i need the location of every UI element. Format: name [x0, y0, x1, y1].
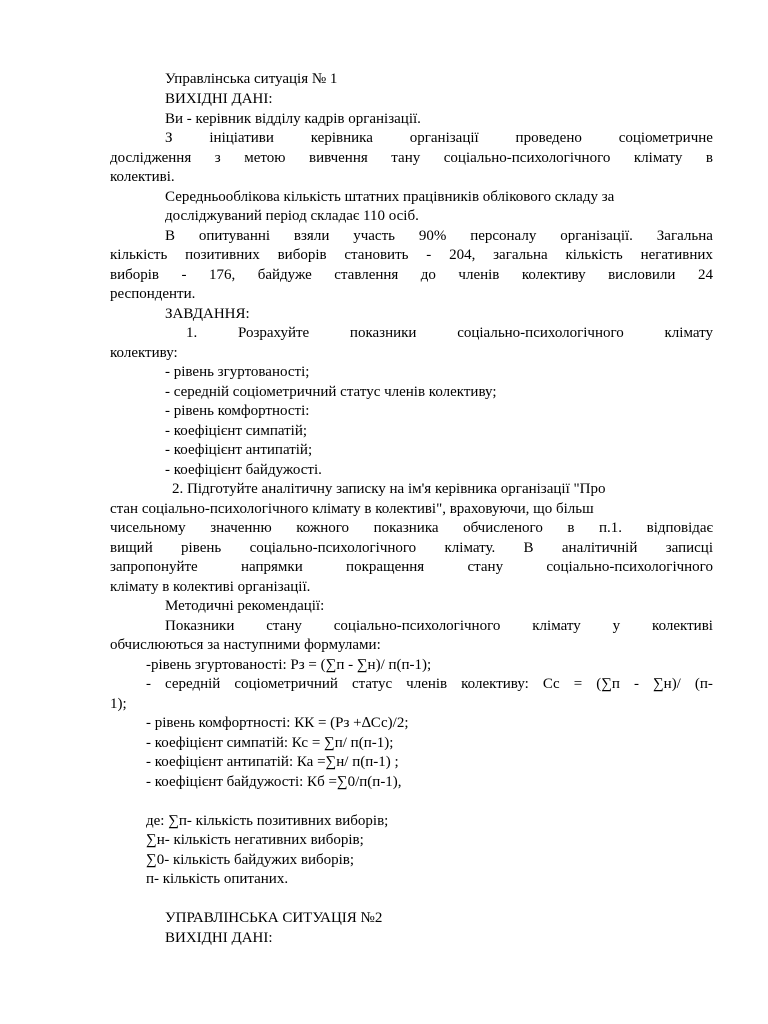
task1-line2: колективу: — [110, 345, 178, 361]
word: опитуванні — [198, 228, 271, 244]
task2-line4 — [110, 541, 713, 556]
word: 204, — [449, 247, 476, 263]
word: загальна — [493, 247, 548, 263]
word: організації — [409, 130, 479, 146]
word: клімату. — [444, 540, 496, 556]
word: клімату — [633, 150, 683, 166]
task2-line3 — [110, 521, 713, 536]
word: середній — [165, 676, 221, 692]
word: ∑н)/ — [652, 676, 681, 692]
word: З — [165, 130, 173, 146]
word: виборів — [277, 247, 327, 263]
word: кількість — [565, 247, 623, 263]
para2-line2: досліджуваний період складає 110 осіб. — [165, 208, 419, 224]
word: колективу — [521, 267, 586, 283]
word: колективі — [652, 618, 713, 634]
word: обчисленого — [463, 520, 543, 536]
word: Сс — [542, 676, 560, 692]
indicator-item: - рівень згуртованості; — [165, 364, 310, 380]
word: напрямки — [241, 559, 303, 575]
word: В — [165, 228, 176, 244]
word: (∑п — [596, 676, 620, 692]
word: - — [181, 267, 187, 283]
word: з — [214, 150, 221, 166]
method-heading: Методичні рекомендації: — [165, 598, 325, 614]
word: статус — [351, 676, 393, 692]
word: кожного — [296, 520, 350, 536]
word: показника — [373, 520, 439, 536]
word: клімату — [532, 618, 581, 634]
word: - — [146, 676, 151, 692]
word: стану — [467, 559, 504, 575]
word: виборів — [110, 267, 159, 283]
word: соціально-психологічного — [546, 559, 713, 575]
method-intro-line2: обчислюються за наступними формулами: — [110, 637, 381, 653]
word: = — [573, 676, 583, 692]
task2-line6: клімату в колективі організації. — [110, 579, 311, 595]
word: (п- — [694, 676, 713, 692]
word: 1. — [186, 325, 198, 341]
indicator-item: - рівень комфортності: — [165, 403, 310, 419]
word: у — [612, 618, 621, 634]
word: чисельному — [110, 520, 186, 536]
word: вищий — [110, 540, 153, 556]
legend-item: ∑н- кількість негативних виборів; — [146, 832, 364, 848]
word: дослідження — [110, 150, 192, 166]
word: вивчення — [308, 150, 368, 166]
task2-line2: стан соціально-психологічного клімату в колективі", враховуючи, що більш — [110, 501, 594, 517]
word: Показники — [165, 618, 235, 634]
indicator-item: - коефіцієнт антипатій; — [165, 442, 313, 458]
formula-status-cont: 1); — [110, 696, 127, 712]
task2-line1: 2. Підготуйте аналітичну записку на ім'я керівника організації "Про — [172, 481, 606, 497]
role-statement: Ви - керівник відділу кадрів організації. — [165, 111, 421, 127]
word: негативних — [640, 247, 713, 263]
formula-indifference: - коефіцієнт байдужості: Кб =∑0/п(п-1), — [146, 774, 402, 790]
word: ініціативи — [209, 130, 274, 146]
word: керівника — [310, 130, 373, 146]
word: соціально-психологічного — [249, 540, 417, 556]
word: організації. — [560, 228, 633, 244]
word: аналітичній — [561, 540, 638, 556]
para3-line4: респонденти. — [110, 286, 196, 302]
word: 90% — [418, 228, 447, 244]
word: соціально-психологічного — [443, 150, 611, 166]
word: в — [567, 520, 575, 536]
word: взяли — [293, 228, 330, 244]
word: проведено — [515, 130, 582, 146]
para3-line3 — [110, 268, 713, 283]
word: відповідає — [646, 520, 713, 536]
para1-line1 — [165, 131, 713, 146]
task1-line1 — [186, 326, 713, 341]
word: позитивних — [185, 247, 260, 263]
word: персоналу — [470, 228, 537, 244]
word: участь — [353, 228, 395, 244]
task2-line5 — [110, 560, 713, 575]
word: показники — [349, 325, 417, 341]
word: п.1. — [599, 520, 623, 536]
word: ставлення — [334, 267, 399, 283]
word: записці — [665, 540, 713, 556]
word: запропонуйте — [110, 559, 198, 575]
para1-line3: колективі. — [110, 169, 175, 185]
word: - — [426, 247, 432, 263]
situation-2-input-heading: ВИХІДНІ ДАНІ: — [165, 930, 273, 946]
word: покращення — [346, 559, 425, 575]
word: метою — [244, 150, 286, 166]
word: Розрахуйте — [237, 325, 310, 341]
formula-antipathy: - коефіцієнт антипатій: Ка =∑н/ п(п-1) ; — [146, 754, 399, 770]
indicator-item: - коефіцієнт байдужості. — [165, 462, 322, 478]
word: становить — [344, 247, 409, 263]
para1-line2 — [110, 151, 713, 166]
input-data-heading: ВИХІДНІ ДАНІ: — [165, 91, 273, 107]
word: членів — [458, 267, 500, 283]
word: рівень — [181, 540, 222, 556]
word: кількість — [110, 247, 168, 263]
word: Загальна — [656, 228, 713, 244]
formula-sympathy: - коефіцієнт симпатій: Кс = ∑п/ п(п-1); — [146, 735, 394, 751]
word: клімату — [664, 325, 713, 341]
indicator-item: - коефіцієнт симпатій; — [165, 423, 308, 439]
legend-item: ∑0- кількість байдужих виборів; — [146, 852, 355, 868]
word: в — [705, 150, 713, 166]
word: висловили — [608, 267, 676, 283]
situation-1-title: Управлінська ситуація № 1 — [165, 71, 338, 87]
method-intro-line1 — [165, 619, 713, 634]
para3-line2 — [110, 248, 713, 263]
legend-item: де: ∑п- кількість позитивних виборів; — [146, 813, 389, 829]
word: соціально-психологічного — [457, 325, 624, 341]
word: стану — [266, 618, 302, 634]
word: 176, — [208, 267, 236, 283]
indicator-item: - середній соціометричний статус членів колективу; — [165, 384, 497, 400]
word: колективу: — [461, 676, 529, 692]
word: соціометричний — [234, 676, 338, 692]
para3-line1 — [165, 229, 713, 244]
word: - — [633, 676, 639, 692]
word: членів — [406, 676, 448, 692]
word: В — [523, 540, 534, 556]
word: соціометричне — [618, 130, 713, 146]
formula-status — [146, 677, 713, 692]
situation-2-title: УПРАВЛІНСЬКА СИТУАЦІЯ №2 — [165, 910, 383, 926]
word: до — [420, 267, 436, 283]
task-heading: ЗАВДАННЯ: — [165, 306, 250, 322]
word: тану — [391, 150, 421, 166]
word: байдуже — [257, 267, 312, 283]
para2-line1: Середньооблікова кількість штатних працівників облікового складу за — [165, 189, 615, 205]
formula-cohesion: -рівень згуртованості: Рз = (∑п - ∑н)/ п(п-1); — [146, 657, 432, 673]
formula-comfort: - рівень комфортності: КК = (Рз +∆Сс)/2; — [146, 715, 409, 731]
word: значенню — [210, 520, 272, 536]
word: 24 — [697, 267, 713, 283]
word: соціально-психологічного — [333, 618, 501, 634]
legend-item: п- кількість опитаних. — [146, 871, 289, 887]
